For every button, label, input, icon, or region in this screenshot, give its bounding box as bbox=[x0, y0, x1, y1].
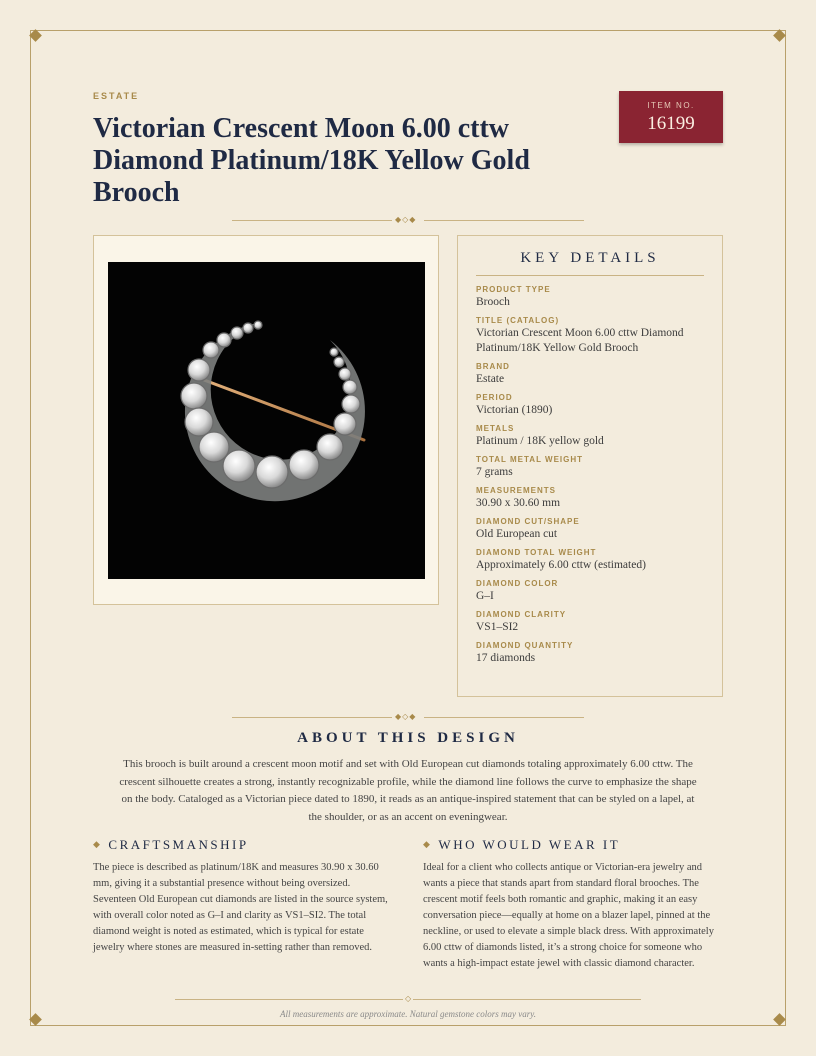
footnote: All measurements are approximate. Natural gemstone colors may vary. bbox=[280, 1009, 536, 1019]
detail-product-type bbox=[476, 284, 716, 310]
detail-value: Victorian Crescent Moon 6.00 cttw Diamond Platinum/18K Yellow Gold Brooch bbox=[476, 327, 684, 354]
detail-value: Old European cut bbox=[476, 528, 558, 540]
detail-diamond-clarity bbox=[476, 609, 716, 635]
divider-line bbox=[413, 999, 641, 1000]
about-heading: ABOUT THIS DESIGN bbox=[297, 730, 519, 746]
detail-value: Platinum / 18K yellow gold bbox=[476, 435, 604, 447]
craftsmanship-heading-label: CRAFTSMANSHIP bbox=[108, 837, 249, 852]
brand-eyebrow: ESTATE bbox=[93, 91, 140, 101]
detail-label: MEASUREMENTS bbox=[476, 486, 557, 495]
divider-ornament: ◆◇◆ bbox=[395, 215, 417, 224]
detail-value: Approximately 6.00 cttw (estimated) bbox=[476, 559, 646, 571]
detail-value: Victorian (1890) bbox=[476, 404, 553, 416]
detail-label: DIAMOND COLOR bbox=[476, 579, 559, 588]
who-would-wear-text: Ideal for a client who collects antique or Victorian-era jewelry and wants a piece that stands apart from standard floral brooches. The crescent motif feels both romantic and graphic, making it an easy conversation piece—equally at home on a blazer lapel, pinned at the neckline, or used to elevate a simple black dress. With approximately 6.00 cttw of diamonds listed, it’s a strong choice for someone who wants a high-impact estate jewel with classic diamond character. bbox=[423, 862, 714, 969]
key-details-rule bbox=[476, 275, 704, 276]
detail-value: 7 grams bbox=[476, 466, 513, 478]
detail-label: DIAMOND CUT/SHAPE bbox=[476, 517, 580, 526]
detail-value: 30.90 x 30.60 mm bbox=[476, 497, 561, 509]
detail-label: PRODUCT TYPE bbox=[476, 285, 551, 294]
detail-value: Brooch bbox=[476, 296, 510, 308]
detail-label: DIAMOND QUANTITY bbox=[476, 641, 574, 650]
detail-value: G–I bbox=[476, 590, 494, 602]
key-details-list bbox=[476, 284, 716, 671]
craftsmanship-heading bbox=[93, 837, 249, 853]
detail-label: BRAND bbox=[476, 362, 510, 371]
detail-value: Estate bbox=[476, 373, 505, 385]
detail-period bbox=[476, 392, 716, 418]
key-details-panel bbox=[457, 235, 723, 697]
detail-value: VS1–SI2 bbox=[476, 621, 519, 633]
product-title: Victorian Crescent Moon 6.00 cttw Diamond Platinum/18K Yellow Gold Brooch bbox=[93, 113, 530, 208]
detail-diamond-weight bbox=[476, 547, 716, 573]
detail-label: DIAMOND TOTAL WEIGHT bbox=[476, 548, 597, 557]
about-text: This brooch is built around a crescent moon motif and set with Old European cut diamonds totaling approximately 6.00 cttw. The crescent silhouette creates a strong, instantly recognizable profile, while the diamond line follows the curve to emphasize the shape on the body. Cataloged as a Victorian piece dated to 1890, it reads as an antique-inspired statement that can be styled on a lapel, at the shoulder, or as an accent on eveningwear. bbox=[119, 758, 697, 823]
detail-label: PERIOD bbox=[476, 393, 513, 402]
divider-line bbox=[175, 999, 403, 1000]
detail-label: TOTAL METAL WEIGHT bbox=[476, 455, 584, 464]
detail-metals bbox=[476, 423, 716, 449]
detail-diamond-cut bbox=[476, 516, 716, 542]
divider-line bbox=[424, 220, 584, 221]
detail-measurements bbox=[476, 485, 716, 511]
detail-diamond-color bbox=[476, 578, 716, 604]
detail-label: TITLE (CATALOG) bbox=[476, 316, 560, 325]
detail-brand bbox=[476, 361, 716, 387]
crescent-brooch-image bbox=[108, 262, 425, 579]
detail-label: METALS bbox=[476, 424, 515, 433]
detail-diamond-quantity bbox=[476, 640, 716, 666]
product-photo bbox=[108, 262, 425, 579]
craftsmanship-text: The piece is described as platinum/18K and measures 30.90 x 30.60 mm, giving it a substantial presence without being oversized. Seventeen Old European cut diamonds are listed in the source system, with overall color noted as G–I and clarity as VS1–SI2. The total diamond weight is noted as estimated, which is typical for estate jewelry where stones are measured in-setting rather than removed. bbox=[93, 862, 388, 953]
detail-title-catalog bbox=[476, 315, 716, 356]
diamond-bullet-icon: ◆ bbox=[423, 840, 433, 850]
detail-label: DIAMOND CLARITY bbox=[476, 610, 567, 619]
item-number-label: ITEM NO. bbox=[647, 101, 695, 110]
item-number-value: 16199 bbox=[647, 113, 695, 134]
item-number-badge bbox=[619, 91, 723, 143]
detail-metal-weight bbox=[476, 454, 716, 480]
divider-ornament: ◆◇◆ bbox=[395, 712, 417, 721]
key-details-heading: KEY DETAILS bbox=[520, 250, 660, 266]
product-photo-card bbox=[93, 235, 439, 605]
divider-ornament: ◇ bbox=[405, 994, 413, 1003]
detail-value: 17 diamonds bbox=[476, 652, 536, 664]
who-would-wear-heading-label: WHO WOULD WEAR IT bbox=[438, 837, 621, 852]
who-would-wear-heading bbox=[423, 837, 620, 853]
divider-line bbox=[232, 717, 392, 718]
divider-line bbox=[424, 717, 584, 718]
divider-line bbox=[232, 220, 392, 221]
diamond-bullet-icon: ◆ bbox=[93, 840, 103, 850]
